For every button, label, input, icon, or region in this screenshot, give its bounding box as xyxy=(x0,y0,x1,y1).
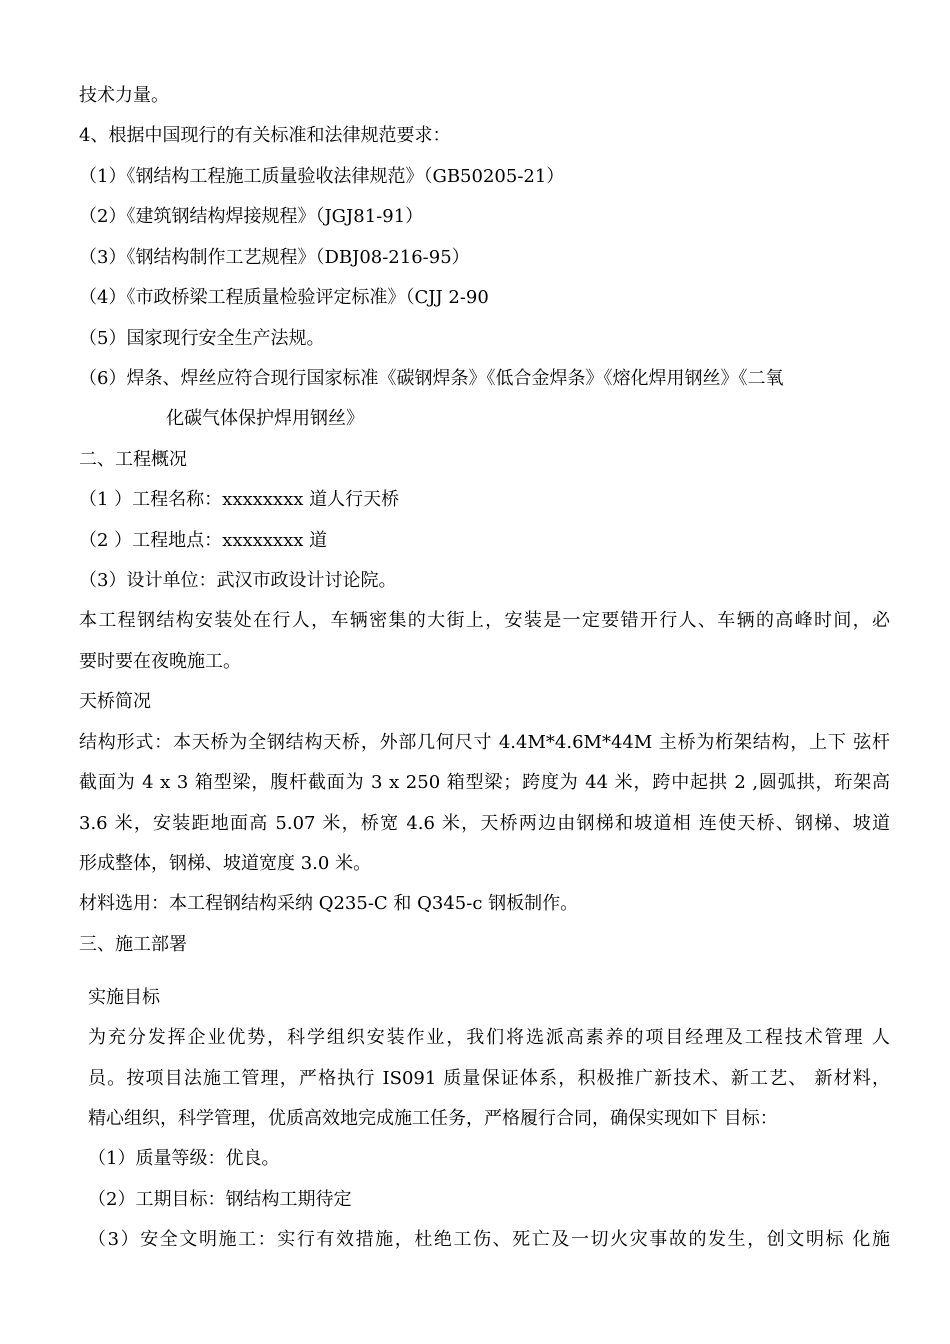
list-item: （5）国家现行安全生产法规。 xyxy=(79,328,325,349)
paragraph-line: 精心组织，科学管理，优质高效地完成施工任务，严格履行合同，确保实现如下 目标： xyxy=(88,1108,778,1129)
paragraph-line: 结构形式：本天桥为全钢结构天桥，外部几何尺寸 4.4M*4.6M*44M 主桥为桁架结构，上下 弦杆 xyxy=(79,732,890,753)
paragraph-line: 形成整体，钢梯、坡道宽度 3.0 米。 xyxy=(79,853,372,874)
text-line: 技术力量。 xyxy=(79,85,169,106)
section-heading: 三、施工部署 xyxy=(79,934,187,955)
list-item: （2 ）工程地点：xxxxxxxx 道 xyxy=(79,530,328,551)
paragraph-line: 本工程钢结构安装处在行人，车辆密集的大街上，安装是一定要错开行人、车辆的高峰时间，必 xyxy=(79,610,890,631)
list-item: （1）《钢结构工程施工质量验收法律规范》（GB50205-21） xyxy=(79,166,565,187)
list-item: （4）《市政桥梁工程质量检验评定标准》（CJJ 2-90 xyxy=(79,287,489,308)
list-item: （1 ）工程名称：xxxxxxxx 道人行天桥 xyxy=(79,489,400,510)
paragraph-line: 为充分发挥企业优势，科学组织安装作业，我们将选派高素养的项目经理及工程技术管理 人 xyxy=(88,1027,890,1048)
subsection-heading: 天桥简况 xyxy=(79,691,151,712)
section-heading: 二、工程概况 xyxy=(79,449,187,470)
text-line: 4、根据中国现行的有关标准和法律规范要求： xyxy=(79,125,451,146)
paragraph-line: 3.6 米，安装距地面高 5.07 米，桥宽 4.6 米，天桥两边由钢梯和坡道相 连使天桥、钢梯、坡道 xyxy=(79,813,890,834)
list-item: （3）安全文明施工：实行有效措施，杜绝工伤、死亡及一切火灾事故的发生，创文明标 化施 xyxy=(88,1229,890,1250)
paragraph-line: 要时要在夜晚施工。 xyxy=(79,651,241,672)
list-item: （3）《钢结构制作工艺规程》（DBJ08-216-95） xyxy=(79,247,470,268)
list-item-continuation: 化碳气体保护焊用钢丝》 xyxy=(166,408,364,429)
list-item: （1）质量等级：优良。 xyxy=(88,1148,280,1169)
paragraph-line: 截面为 4 x 3 箱型梁，腹杆截面为 3 x 250 箱型梁；跨度为 44 米，跨中起拱 2 ,圆弧拱，珩架高 xyxy=(79,772,890,793)
paragraph-line: 员。按项目法施工管理，严格执行 IS091 质量保证体系，积极推广新技术、新工艺、 新材料， xyxy=(88,1068,890,1089)
list-item: （2）工期目标：钢结构工期待定 xyxy=(88,1189,352,1210)
paragraph-line: 材料选用：本工程钢结构采纳 Q235-C 和 Q345-c 钢板制作。 xyxy=(79,893,579,914)
subsection-heading: 实施目标 xyxy=(88,987,160,1008)
list-item: （6）焊条、焊丝应符合现行国家标准《碳钢焊条》《低合金焊条》《熔化焊用钢丝》《二氧 xyxy=(79,368,784,389)
list-item: （2）《建筑钢结构焊接规程》（JGJ81-91） xyxy=(79,206,424,227)
list-item: （3）设计单位：武汉市政设计讨论院。 xyxy=(79,570,397,591)
